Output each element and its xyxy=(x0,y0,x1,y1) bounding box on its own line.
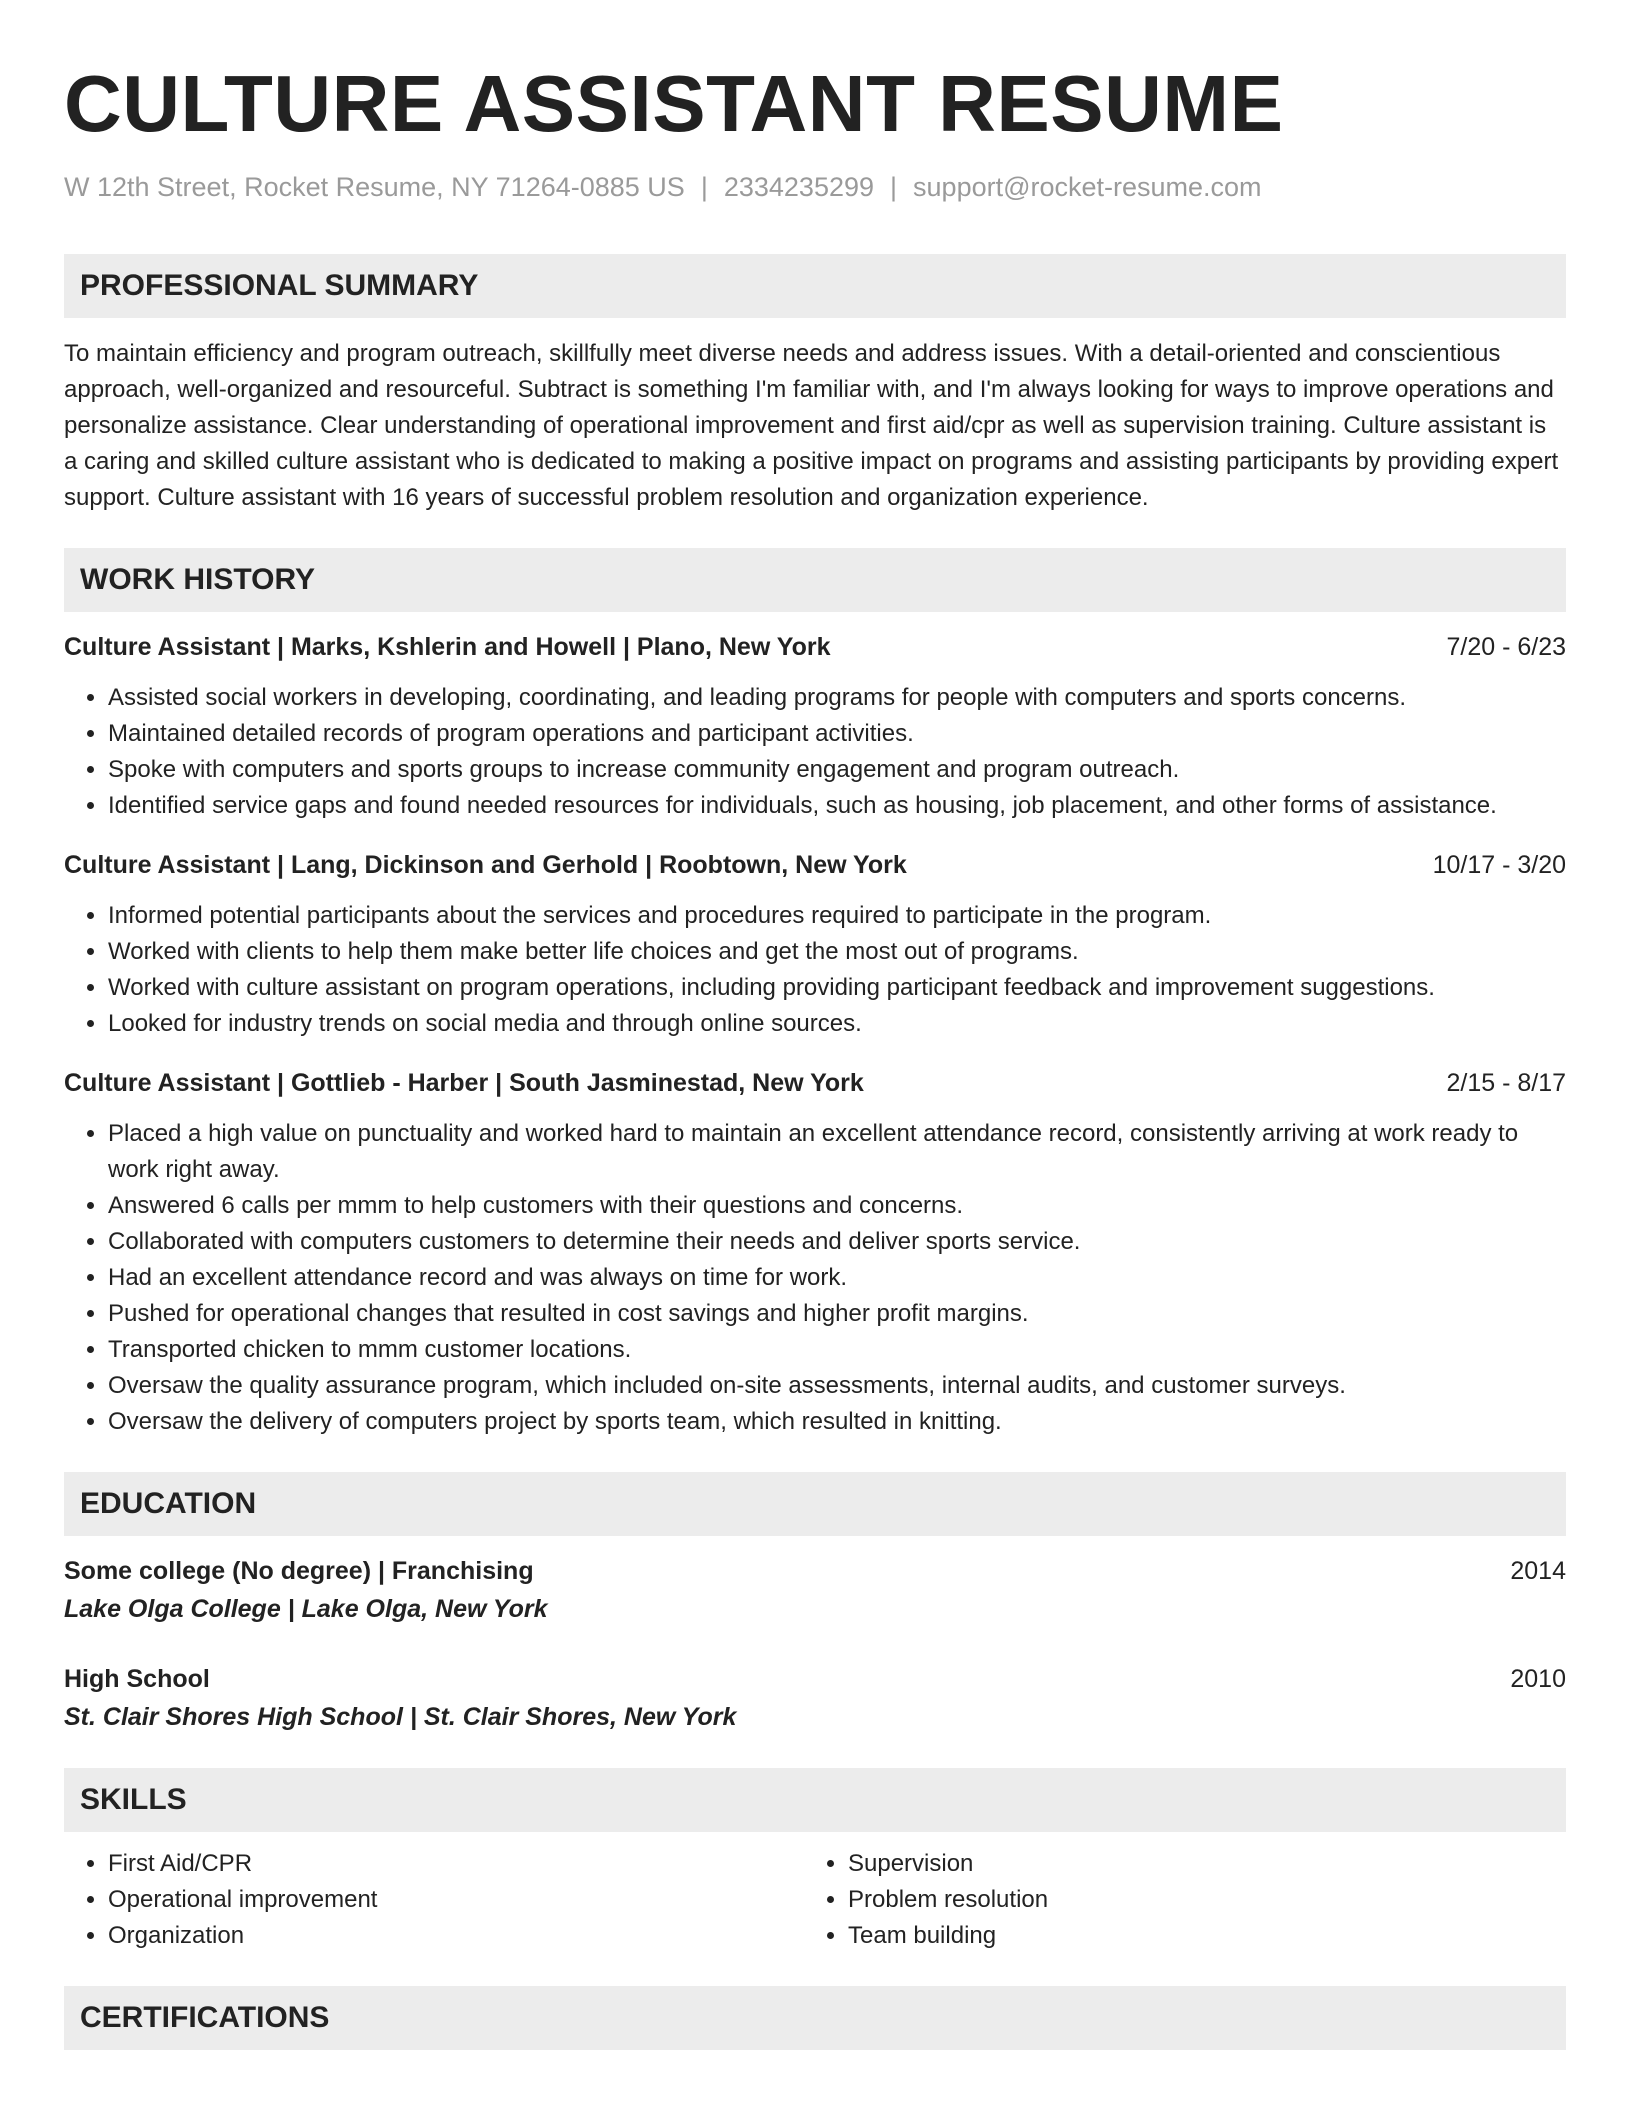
skill-item: • Supervision xyxy=(848,1846,1544,1882)
contact-address: W 12th Street, Rocket Resume, NY 71264-0885 US xyxy=(64,172,685,202)
education-heading: EDUCATION xyxy=(64,1472,1566,1536)
certifications-heading: CERTIFICATIONS xyxy=(64,1986,1566,2050)
education-entry xyxy=(64,1662,1566,1734)
job-entry xyxy=(64,630,1566,824)
job-title: Culture Assistant | Marks, Kshlerin and Howell | Plano, New York xyxy=(64,633,831,661)
skill-item: • First Aid/CPR xyxy=(108,1846,804,1882)
contact-email: support@rocket-resume.com xyxy=(913,172,1262,202)
job-bullet: • Worked with culture assistant on program operations, including providing participant feedback and improvement suggestions. xyxy=(108,970,1566,1006)
contact-line xyxy=(64,170,1566,204)
summary-text: To maintain efficiency and program outreach, skillfully meet diverse needs and address issues. With a detail-oriented and conscientious approach, well-organized and resourceful. Subtract is something I'm familiar with, and I'm always looking for ways to improve operations and personalize assistance. Clear understanding of operational improvement and first aid/cpr as well as supervision training. Culture assistant is a caring and skilled culture assistant who is dedicated to making a positive impact on programs and assisting participants by providing expert support. Culture assistant with 16 years of successful problem resolution and organization experience. xyxy=(64,340,1559,511)
skills-heading: SKILLS xyxy=(64,1768,1566,1832)
education-degree: High School xyxy=(64,1665,210,1693)
skill-item: • Team building xyxy=(848,1918,1544,1954)
summary-heading: PROFESSIONAL SUMMARY xyxy=(64,254,1566,318)
skill-item: • Problem resolution xyxy=(848,1882,1544,1918)
job-title: Culture Assistant | Gottlieb - Harber | South Jasminestad, New York xyxy=(64,1069,864,1097)
job-bullet: • Collaborated with computers customers to determine their needs and deliver sports service. xyxy=(108,1224,1566,1260)
job-bullet: • Placed a high value on punctuality and worked hard to maintain an excellent attendance record, consistently arriving at work ready to work right away. xyxy=(108,1116,1566,1188)
job-entry xyxy=(64,848,1566,1042)
skill-item: • Operational improvement xyxy=(108,1882,804,1918)
skills-column-left xyxy=(64,1846,804,1954)
job-bullet: • Answered 6 calls per mmm to help customers with their questions and concerns. xyxy=(108,1188,1566,1224)
education-entry xyxy=(64,1554,1566,1626)
skills-list xyxy=(64,1846,1566,1954)
job-bullet: • Had an excellent attendance record and was always on time for work. xyxy=(108,1260,1566,1296)
job-date: 2/15 - 8/17 xyxy=(1446,1069,1566,1097)
job-bullets xyxy=(64,1116,1566,1440)
job-bullet: • Assisted social workers in developing, coordinating, and leading programs for people with computers and sports concerns. xyxy=(108,680,1566,716)
education-degree: Some college (No degree) | Franchising xyxy=(64,1557,534,1585)
education-school: St. Clair Shores High School | St. Clair Shores, New York xyxy=(64,1703,737,1731)
work-history-heading: WORK HISTORY xyxy=(64,548,1566,612)
skill-item: • Organization xyxy=(108,1918,804,1954)
job-date: 7/20 - 6/23 xyxy=(1446,633,1566,661)
job-bullet: • Looked for industry trends on social media and through online sources. xyxy=(108,1006,1566,1042)
education-date: 2010 xyxy=(1510,1665,1566,1693)
education-header xyxy=(64,1554,1566,1588)
job-bullet: • Identified service gaps and found needed resources for individuals, such as housing, job placement, and other forms of assistance. xyxy=(108,788,1566,824)
job-bullet: • Informed potential participants about the services and procedures required to participate in the program. xyxy=(108,898,1566,934)
job-bullet: • Oversaw the delivery of computers project by sports team, which resulted in knitting. xyxy=(108,1404,1566,1440)
job-header xyxy=(64,630,1566,664)
contact-separator: | xyxy=(890,172,898,202)
job-header xyxy=(64,848,1566,882)
job-bullets xyxy=(64,898,1566,1042)
education-date: 2014 xyxy=(1510,1557,1566,1585)
contact-phone: 2334235299 xyxy=(723,172,875,202)
contact-separator: | xyxy=(700,172,708,202)
education-header xyxy=(64,1662,1566,1696)
skills-column-right xyxy=(804,1846,1544,1954)
resume-page xyxy=(64,0,1566,2050)
job-header xyxy=(64,1066,1566,1100)
job-date: 10/17 - 3/20 xyxy=(1432,851,1566,879)
job-bullet: • Worked with clients to help them make better life choices and get the most out of programs. xyxy=(108,934,1566,970)
job-entry xyxy=(64,1066,1566,1440)
job-bullet: • Spoke with computers and sports groups to increase community engagement and program outreach. xyxy=(108,752,1566,788)
resume-title: CULTURE ASSISTANT RESUME xyxy=(64,59,1284,148)
job-bullet: • Oversaw the quality assurance program, which included on-site assessments, internal audits, and customer surveys. xyxy=(108,1368,1566,1404)
job-title: Culture Assistant | Lang, Dickinson and Gerhold | Roobtown, New York xyxy=(64,851,907,879)
job-bullet: • Transported chicken to mmm customer locations. xyxy=(108,1332,1566,1368)
job-bullets xyxy=(64,680,1566,824)
job-bullet: • Pushed for operational changes that resulted in cost savings and higher profit margins. xyxy=(108,1296,1566,1332)
job-bullet: • Maintained detailed records of program operations and participant activities. xyxy=(108,716,1566,752)
education-school: Lake Olga College | Lake Olga, New York xyxy=(64,1595,548,1623)
